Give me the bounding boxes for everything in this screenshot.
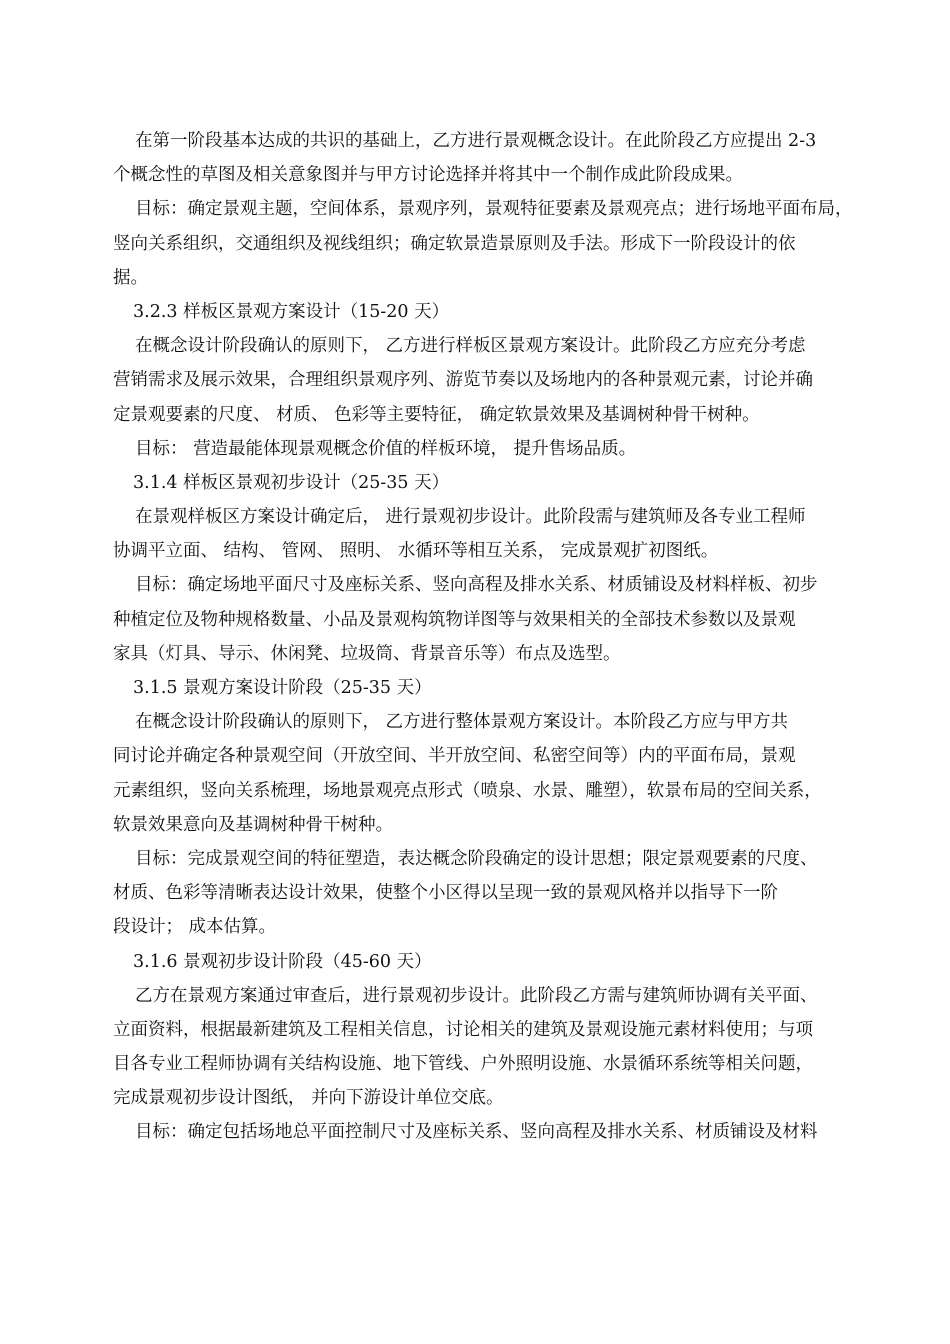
- paragraph-line: 在第一阶段基本达成的共识的基础上，乙方进行景观概念设计。在此阶段乙方应提出 2-3: [135, 131, 817, 151]
- paragraph-line: 在概念设计阶段确认的原则下， 乙方进行样板区景观方案设计。此阶段乙方应充分考虑: [135, 336, 806, 357]
- paragraph-line: 在景观样板区方案设计确定后， 进行景观初步设计。此阶段需与建筑师及各专业工程师: [135, 507, 806, 528]
- paragraph-line: 材质、色彩等清晰表达设计效果，使整个小区得以呈现一致的景观风格并以指导下一阶: [113, 883, 778, 904]
- paragraph-line: 目标：确定场地平面尺寸及座标关系、竖向高程及排水关系、材质铺设及材料样板、初步: [135, 575, 818, 596]
- document-page: [113, 124, 873, 1150]
- paragraph-line: 竖向关系组织，交通组织及视线组织；确定软景造景原则及手法。形成下一阶段设计的依: [113, 233, 796, 254]
- paragraph-line: 同讨论并确定各种景观空间（开放空间、半开放空间、私密空间等）内的平面布局，景观: [113, 746, 796, 767]
- section-heading: 3.1.6 景观初步设计阶段（45-60 天）: [133, 951, 432, 972]
- paragraph-line: 个概念性的草图及相关意象图并与甲方讨论选择并将其中一个制作成此阶段成果。: [113, 165, 743, 186]
- paragraph-line: 种植定位及物种规格数量、小品及景观构筑物详图等与效果相关的全部技术参数以及景观: [113, 609, 796, 630]
- paragraph-line: 目标： 营造最能体现景观概念价值的样板环境， 提升售场品质。: [135, 438, 637, 459]
- paragraph-line: 据。: [113, 267, 148, 288]
- paragraph-line: 定景观要素的尺度、 材质、 色彩等主要特征， 确定软景效果及基调树种骨干树种。: [113, 404, 760, 425]
- section-heading: 3.2.3 样板区景观方案设计（15-20 天）: [133, 301, 450, 322]
- paragraph-line: 在概念设计阶段确认的原则下， 乙方进行整体景观方案设计。本阶段乙方应与甲方共: [135, 712, 789, 733]
- paragraph-line: 目标：确定包括场地总平面控制尺寸及座标关系、竖向高程及排水关系、材质铺设及材料: [135, 1122, 818, 1143]
- paragraph-line: 目标：完成景观空间的特征塑造，表达概念阶段确定的设计思想；限定景观要素的尺度、: [135, 848, 818, 869]
- paragraph-line: 元素组织，竖向关系梳理，场地景观亮点形式（喷泉、水景、雕塑），软景布局的空间关系，: [113, 780, 822, 801]
- paragraph-line: 目各专业工程师协调有关结构设施、地下管线、户外照明设施、水景循环系统等相关问题，: [113, 1054, 813, 1075]
- paragraph-line: 乙方在景观方案通过审查后，进行景观初步设计。此阶段乙方需与建筑师协调有关平面、: [135, 985, 818, 1006]
- section-heading: 3.1.5 景观方案设计阶段（25-35 天）: [133, 678, 432, 698]
- paragraph-line: 立面资料，根据最新建筑及工程相关信息，讨论相关的建筑及景观设施元素材料使用；与项: [113, 1019, 813, 1040]
- paragraph-line: 软景效果意向及基调树种骨干树种。: [113, 814, 393, 835]
- paragraph-line: 营销需求及展示效果，合理组织景观序列、游览节奏以及场地内的各种景观元素，讨论并确: [113, 370, 813, 391]
- paragraph-line: 段设计； 成本估算。: [113, 917, 277, 938]
- section-heading: 3.1.4 样板区景观初步设计（25-35 天）: [133, 472, 450, 493]
- paragraph-line: 完成景观初步设计图纸， 并向下游设计单位交底。: [113, 1088, 504, 1109]
- paragraph-line: 家具（灯具、导示、休闲凳、垃圾筒、背景音乐等）布点及选型。: [113, 643, 621, 664]
- paragraph-line: 协调平立面、 结构、 管网、 照明、 水循环等相互关系， 完成景观扩初图纸。: [113, 541, 719, 562]
- paragraph-line: 目标：确定景观主题，空间体系，景观序列，景观特征要素及景观亮点；进行场地平面布局，: [135, 199, 853, 220]
